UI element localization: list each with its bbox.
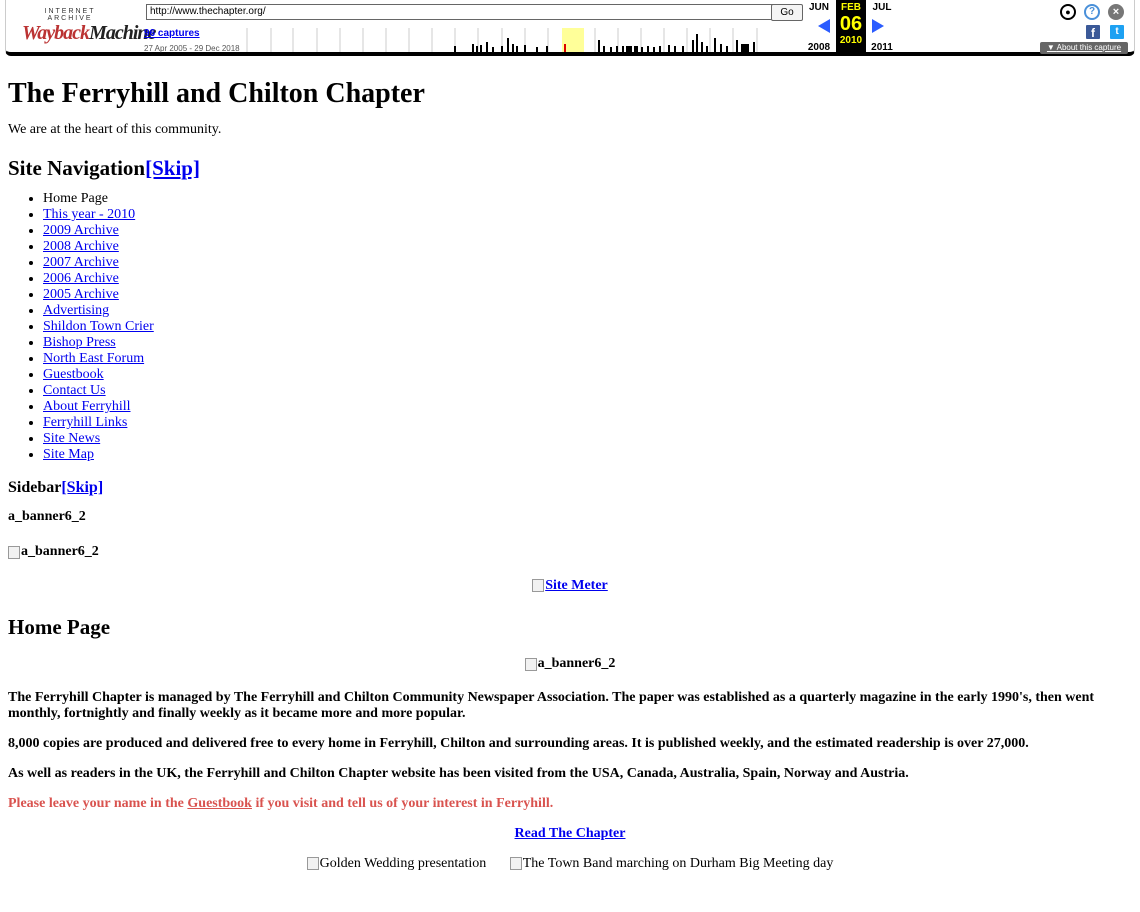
read-chapter-paragraph: [8, 826, 1132, 842]
home-page-heading: Home Page: [8, 615, 111, 639]
broken-image-icon: [532, 579, 544, 592]
nav-link-2006-archive[interactable]: 2006 Archive: [43, 271, 119, 286]
prev-year[interactable]: 2008: [807, 42, 831, 53]
current-day: 06: [839, 13, 863, 35]
page-content: [8, 60, 1132, 875]
next-month[interactable]: JUL: [872, 2, 892, 13]
wayback-logo-word-a: Wayback: [22, 22, 90, 44]
wayback-logo-main: [22, 22, 156, 44]
golden-wedding-photo: [307, 856, 487, 872]
nav-item: [43, 223, 1132, 239]
golden-wedding-photo-alt: Golden Wedding presentation: [319, 855, 487, 871]
nav-item: [43, 383, 1132, 399]
twitter-share-icon[interactable]: t: [1110, 25, 1124, 39]
banner-title: a_banner6_2: [8, 509, 86, 524]
nav-link-this-year[interactable]: This year - 2010: [43, 207, 136, 222]
wayback-toolbar: [5, 0, 1135, 56]
sidebar-banner-image: [8, 544, 1132, 564]
nav-item: [43, 399, 1132, 415]
nav-item: [43, 287, 1132, 303]
current-month: FEB: [841, 2, 861, 13]
nav-link-2009-archive[interactable]: 2009 Archive: [43, 223, 119, 238]
site-meter-link[interactable]: [532, 578, 608, 594]
nav-item: [43, 367, 1132, 383]
tagline: We are at the heart of this community.: [8, 122, 222, 137]
broken-image-icon: [510, 857, 522, 870]
site-meter-container: [8, 578, 1132, 598]
capture-sparkline[interactable]: [246, 28, 758, 52]
captures-link[interactable]: 96 captures: [144, 28, 200, 39]
skip-navigation-link[interactable]: [Skip]: [145, 156, 200, 180]
circulation-paragraph: 8,000 copies are produced and delivered free to every home in Ferryhill, Chilton and surrounding areas. It is published weekly, and the estimated readership is over 27,000.: [8, 735, 1029, 751]
sidebar-banner-alt-text: a_banner6_2: [21, 544, 99, 559]
site-navigation-heading: [8, 156, 1132, 181]
skip-sidebar-link[interactable]: [Skip]: [61, 479, 104, 496]
nav-link-site-news[interactable]: Site News: [43, 431, 101, 446]
home-banner-image: [8, 656, 1132, 676]
nav-item: [43, 319, 1132, 335]
nav-item: [43, 255, 1132, 271]
site-meter-text: Site Meter: [545, 577, 608, 593]
site-title: The Ferryhill and Chilton Chapter: [8, 78, 425, 109]
nav-item: [43, 447, 1132, 463]
wayback-url-input[interactable]: http://www.thechapter.org/: [146, 4, 774, 20]
wayback-logo[interactable]: [22, 8, 156, 46]
current-capture-date: [836, 0, 866, 54]
capture-range: 27 Apr 2005 - 29 Dec 2018: [144, 44, 240, 53]
site-navigation-heading-text: Site Navigation: [8, 156, 146, 180]
sidebar-banner-alt: [8, 544, 99, 560]
guestbook-inline-link[interactable]: Guestbook: [187, 795, 252, 811]
guestbook-text-after: if you visit and tell us of your interest in Ferryhill.: [251, 795, 554, 811]
sidebar-heading-text: Sidebar: [8, 479, 62, 496]
wayback-logo-word-b: Machine: [89, 22, 156, 44]
nav-item: [43, 431, 1132, 447]
nav-link-about-ferryhill[interactable]: About Ferryhill: [43, 399, 131, 414]
guestbook-paragraph: [8, 796, 1132, 812]
nav-item: [43, 239, 1132, 255]
town-band-photo-alt: The Town Band marching on Durham Big Meeting day: [522, 855, 834, 871]
nav-link-ferryhill-links[interactable]: Ferryhill Links: [43, 415, 128, 430]
nav-item: [43, 335, 1132, 351]
wayback-logo-top: INTERNET ARCHIVE: [44, 8, 96, 22]
nav-item: [43, 271, 1132, 287]
next-capture-arrow-icon[interactable]: [872, 19, 884, 33]
nav-item: [43, 415, 1132, 431]
next-year[interactable]: 2011: [871, 42, 893, 53]
facebook-share-icon[interactable]: f: [1086, 25, 1100, 39]
town-band-photo: [510, 856, 834, 872]
nav-link-2007-archive[interactable]: 2007 Archive: [43, 255, 119, 270]
nav-link-guestbook[interactable]: Guestbook: [43, 367, 104, 382]
user-account-icon[interactable]: ●: [1060, 4, 1076, 20]
nav-link-north-east-forum[interactable]: North East Forum: [43, 351, 145, 366]
broken-image-icon: [307, 857, 319, 870]
nav-item-home: • Home Page: [43, 191, 1132, 207]
sidebar-heading: [8, 479, 1132, 497]
nav-item: [43, 207, 1132, 223]
intro-paragraph: The Ferryhill Chapter is managed by The Ferryhill and Chilton Community Newspaper Association. The paper was established as a quarterly magazine in the early 1990's, then went monthly, fortnightly and finally weekly as it became more and more popular.: [8, 689, 1095, 721]
go-button[interactable]: Go: [771, 4, 803, 21]
nav-item: [43, 303, 1132, 319]
about-capture-label: About this capture: [1056, 43, 1122, 52]
guestbook-text-before: Please leave your name in the: [8, 795, 188, 811]
nav-item: [43, 351, 1132, 367]
site-navigation-list: [8, 191, 1132, 463]
home-banner-alt: [525, 656, 616, 672]
nav-link-bishop-press[interactable]: Bishop Press: [43, 335, 116, 350]
current-year: 2010: [839, 35, 863, 46]
nav-link-advertising[interactable]: Advertising: [43, 303, 110, 318]
help-icon[interactable]: ?: [1084, 4, 1100, 20]
visitors-paragraph: As well as readers in the UK, the Ferryhill and Chilton Chapter website has been visited from the USA, Canada, Australia, Spain, Norway and Austria.: [8, 765, 909, 781]
prev-capture-arrow-icon[interactable]: [818, 19, 830, 33]
current-capture-bar: [564, 44, 566, 52]
dropdown-triangle-icon: ▼: [1046, 43, 1057, 52]
read-the-chapter-link[interactable]: Read The Chapter: [514, 825, 626, 841]
broken-image-icon: [525, 658, 537, 671]
about-capture-button[interactable]: [1040, 42, 1128, 54]
broken-image-icon: [8, 546, 20, 559]
nav-link-2005-archive[interactable]: 2005 Archive: [43, 287, 119, 302]
nav-link-site-map[interactable]: Site Map: [43, 447, 94, 462]
nav-link-contact-us[interactable]: Contact Us: [43, 383, 106, 398]
nav-link-shildon-town-crier[interactable]: Shildon Town Crier: [43, 319, 154, 334]
prev-month[interactable]: JUN: [808, 2, 829, 13]
home-banner-alt-text: a_banner6_2: [537, 656, 616, 671]
nav-link-2008-archive[interactable]: 2008 Archive: [43, 239, 119, 254]
photo-row: [8, 856, 1132, 876]
close-icon[interactable]: ×: [1108, 4, 1124, 20]
